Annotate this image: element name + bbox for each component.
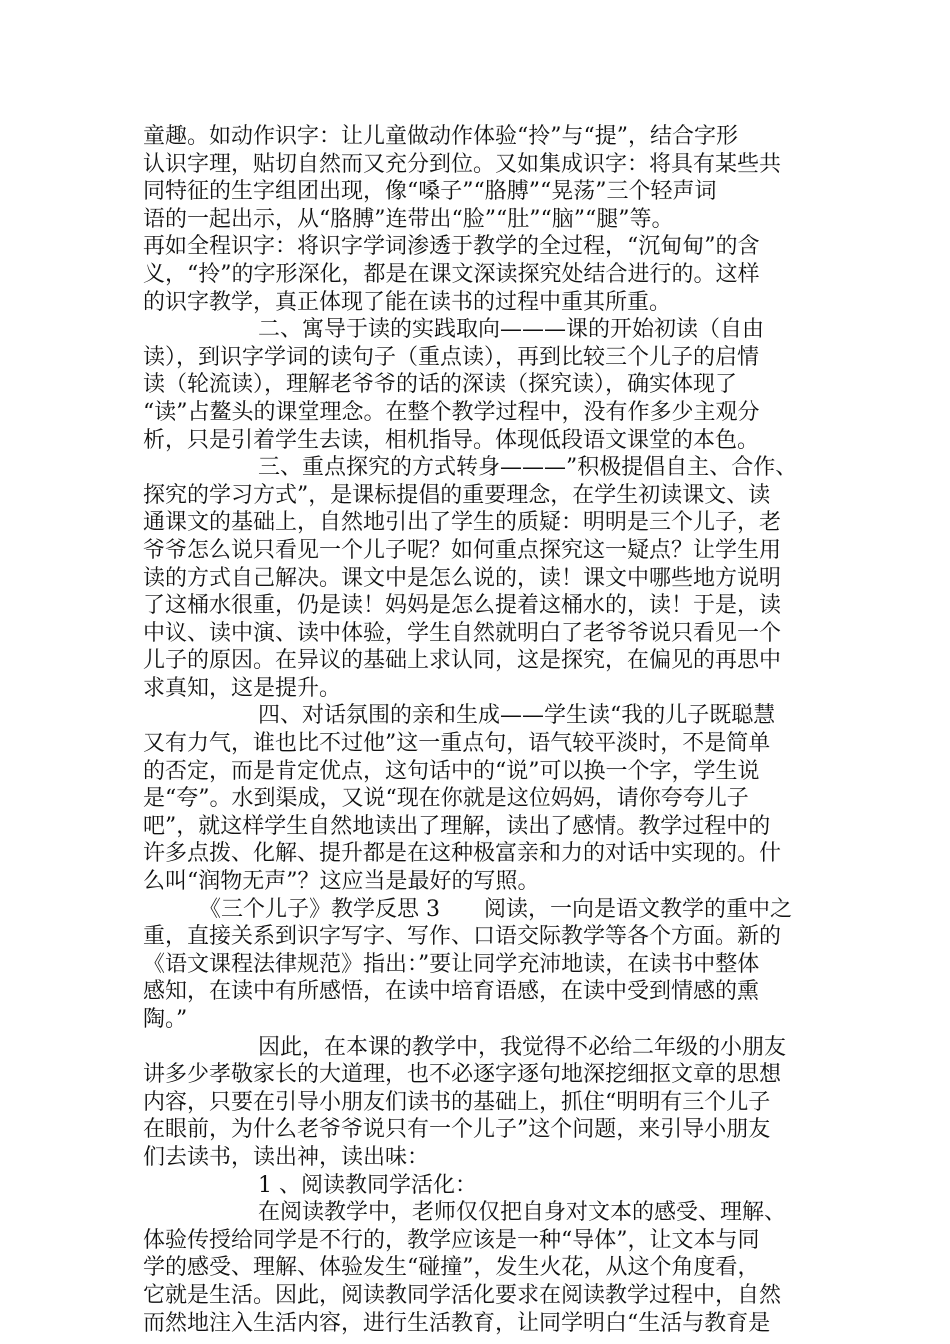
- text-line: 求真知，这是提升。: [143, 675, 342, 701]
- text-line: 陶。”: [143, 1007, 188, 1032]
- text-line: 析，只是引着学生去读，相机指导。体现低段语文课堂的本色。: [143, 427, 760, 453]
- text-line: 义，“拎”的字形深化，都是在课文深读探究处结合进行的。这样: [143, 261, 760, 287]
- text-line: 中议、读中演、读中体验，学生自然就明白了老爷爷说只看见一个: [143, 620, 782, 646]
- text-line: 童趣。如动作识字：让儿童做动作体验“拎”与“提”，结合字形: [143, 124, 738, 149]
- section-heading-line: 三、重点探究的方式转身———”积极提倡自主、合作、: [258, 455, 798, 481]
- section-heading-line: 四、对话氛围的亲和生成——学生读“我的儿子既聪慧: [258, 703, 776, 729]
- text-line: 再如全程识字：将识字学词渗透于教学的全过程，“沉甸甸”的含: [143, 234, 760, 260]
- text-line: 《语文课程法律规范》指出：”要让同学充沛地读，在读书中整体: [143, 951, 760, 977]
- text-line: 读），到识字学词的读句子（重点读），再到比较三个儿子的启情: [143, 344, 760, 370]
- text-line: 内容，只要在引导小朋友们读书的基础上，抓住“明明有三个儿子: [143, 1089, 771, 1115]
- text-line: 读（轮流读），理解老爷爷的话的深读（探究读），确实体现了: [143, 372, 738, 398]
- text-line: 的否定，而是肯定优点，这句话中的“说”可以换一个字，学生说: [143, 758, 760, 784]
- text-line: 的识字教学，真正体现了能在读书的过程中重其所重。: [143, 289, 672, 315]
- text-line: 许多点拨、化解、提升都是在这种极富亲和力的对话中实现的。什: [143, 841, 782, 867]
- text-line: 读的方式自己解决。课文中是怎么说的，读！课文中哪些地方说明: [143, 565, 782, 591]
- subsection-heading-line: 1 、阅读教同学活化：: [258, 1172, 477, 1198]
- text-line: “读”占鳌头的课堂理念。在整个教学过程中，没有作多少主观分: [143, 399, 760, 425]
- text-line: 学的感受、理解、体验发生“碰撞”，发生火花，从这个角度看，: [143, 1255, 760, 1281]
- text-line: 们去读书，读出神，读出味：: [143, 1144, 430, 1170]
- text-line: 探究的学习方式”，是课标提倡的重要理念，在学生初读课文、读: [143, 482, 771, 508]
- text-line: 么叫“润物无声”？这应当是最好的写照。: [143, 869, 540, 895]
- text-line: 同特征的生字组团出现，像“嗓子”“胳膊”“晃荡”三个轻声词: [143, 179, 717, 205]
- text-line: 感知，在读中有所感悟，在读中培育语感，在读中受到情感的熏: [143, 979, 760, 1005]
- text-line: 讲多少孝敬家长的大道理，也不必逐字逐句地深挖细抠文章的思想: [143, 1062, 782, 1088]
- text-line: 儿子的原因。在异议的基础上求认同，这是探究，在偏见的再思中: [143, 648, 782, 674]
- text-line: 又有力气，谁也比不过他”这一重点句，语气较平淡时，不是简单: [143, 731, 771, 757]
- document-body: [143, 123, 813, 1337]
- text-line: 了这桶水很重，仍是读！妈妈是怎么提着这桶水的，读！于是，读: [143, 593, 782, 619]
- paragraph-start-line: 因此，在本课的教学中，我觉得不必给二年级的小朋友: [258, 1034, 787, 1060]
- text-line: 是“夸”。水到渠成，又说“现在你就是这位妈妈，请你夸夸儿子: [143, 786, 749, 812]
- text-line: 它就是生活。因此，阅读教同学活化要求在阅读教学过程中，自然: [143, 1282, 782, 1308]
- text-line: 重，直接关系到识字写字、写作、口语交际教学等各个方面。新的: [143, 924, 782, 950]
- text-line: 吧”，就这样学生自然地读出了理解，读出了感情。教学过程中的: [143, 813, 771, 839]
- text-line: 语的一起出示，从“胳膊”连带出“脸”“肚”“脑”“腿”等。: [143, 206, 674, 232]
- text-line: 认识字理，贴切自然而又充分到位。又如集成识字：将具有某些共: [143, 151, 782, 177]
- text-line: 爷爷怎么说只看见一个儿子呢？如何重点探究这一疑点？让学生用: [143, 537, 782, 563]
- text-line: 在眼前，为什么老爷爷说只有一个儿子”这个问题，来引导小朋友: [143, 1117, 771, 1143]
- section-heading-line: 二、寓导于读的实践取向———课的开始初读（自由: [258, 317, 765, 343]
- article-title-line: 《三个儿子》教学反思 3 阅读，一向是语文教学的重中之: [199, 896, 792, 922]
- paragraph-start-line: 在阅读教学中，老师仅仅把自身对文本的感受、理解、: [258, 1200, 787, 1226]
- text-line: 而然地注入生活内容，进行生活教育，让同学明白“生活与教育是: [143, 1310, 771, 1336]
- text-line: 通课文的基础上，自然地引出了学生的质疑：明明是三个儿子，老: [143, 510, 782, 536]
- text-line: 体验传授给同学是不行的，教学应该是一种“导体”，让文本与同: [143, 1227, 760, 1253]
